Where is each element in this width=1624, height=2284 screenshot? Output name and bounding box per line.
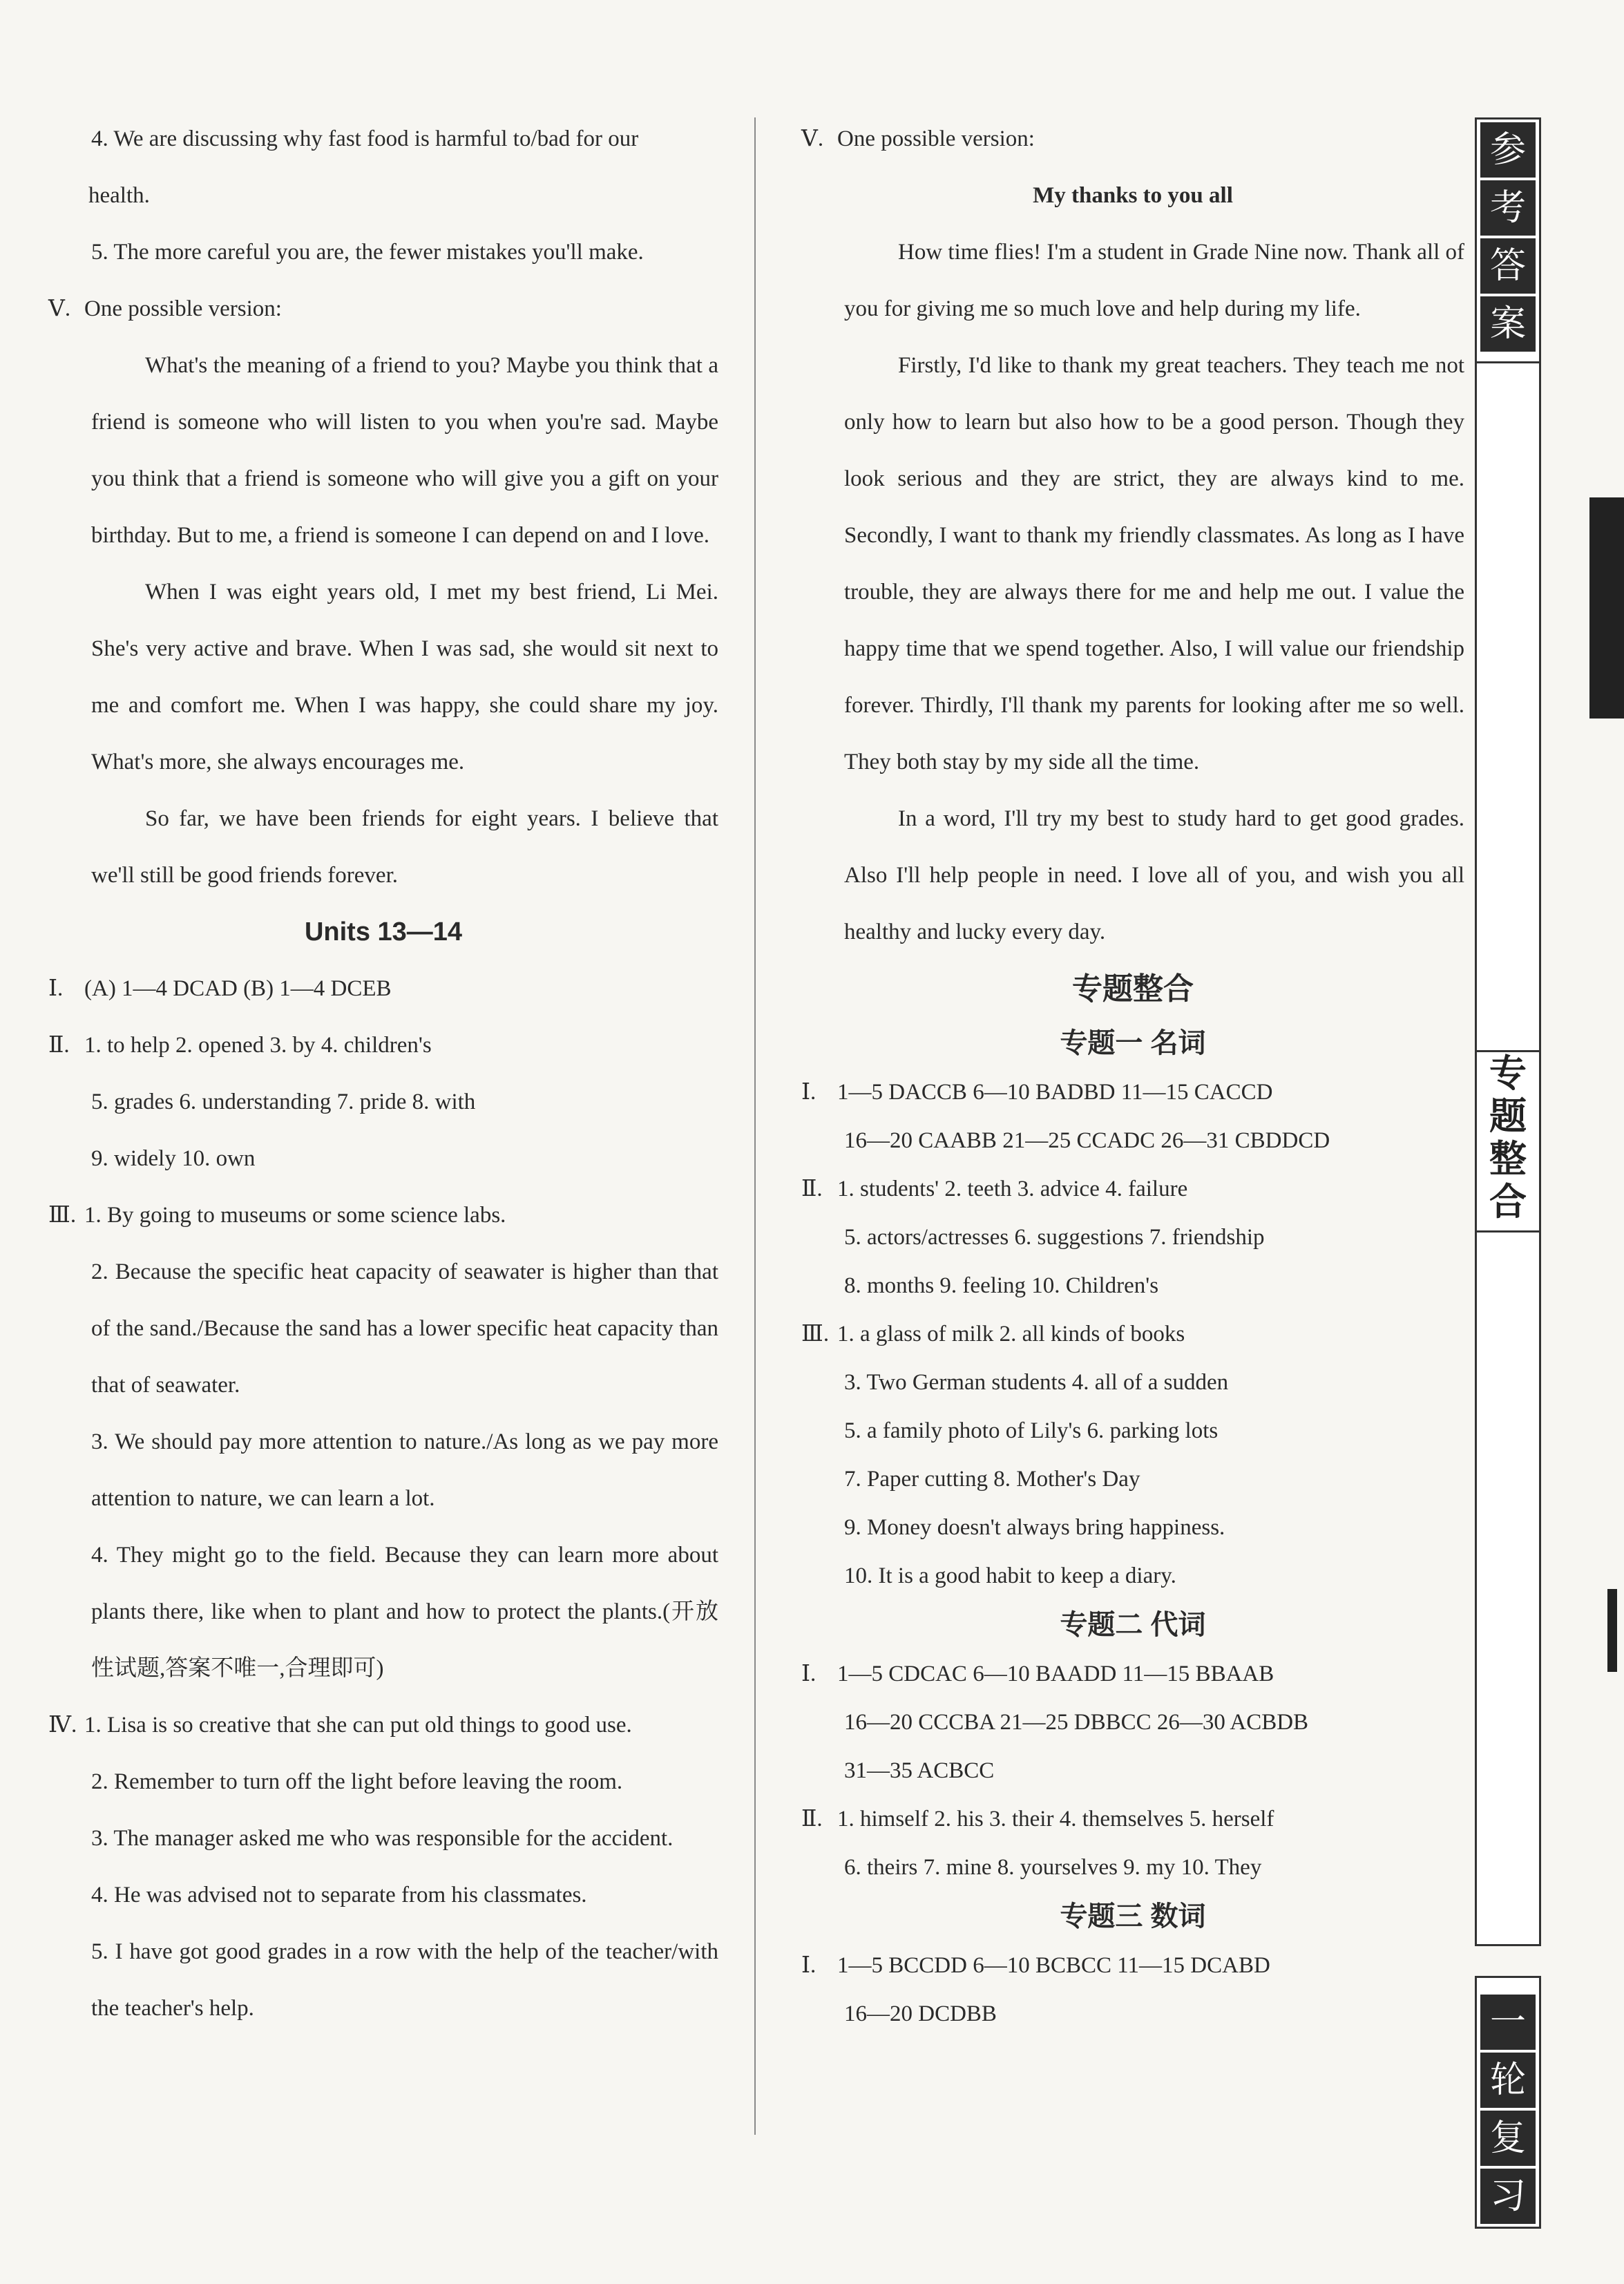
tab-char: 考 bbox=[1480, 180, 1536, 236]
answer-line: 8. months 9. feeling 10. Children's bbox=[844, 1273, 1159, 1298]
scan-edge-mark bbox=[1607, 1589, 1617, 1672]
topic-heading: 专题二 代词 bbox=[1060, 1610, 1206, 1640]
topic-heading: 专题三 数词 bbox=[1060, 1901, 1206, 1932]
side-tab-topics bbox=[1475, 1050, 1541, 1946]
answer-line: 3. The manager asked me who was responsible for the accident. bbox=[91, 1826, 674, 1851]
answer-line: 4. They might go to the field. Because they can learn more about plants there, like when to plant and how to protect the plants.(开放性试题,答案不唯一,合理即可) bbox=[91, 1543, 718, 1681]
section-iii: Ⅲ. 1. a glass of milk 2. all kinds of books bbox=[801, 1322, 1185, 1346]
essay-paragraph: Firstly, I'd like to thank my great teachers. They teach me not only how to learn but also how to be a good person. Though they look serious and they are strict, they are always kind to me. Secondly, I want to thank my friendly classmates. As long as I have trouble, they are always there for me and help me out. I value the happy time that we spend together. Also, I will value our friendship forever. Thirdly, I'll thank my parents for looking after me so well. They both stay by my side all the time. bbox=[844, 353, 1464, 774]
scan-edge-mark bbox=[1589, 497, 1624, 718]
section-i: Ⅰ. 1—5 CDCAC 6—10 BAADD 11—15 BBAAB bbox=[801, 1662, 1274, 1686]
tab-char: 整 bbox=[1489, 1137, 1527, 1181]
topic-heading: 专题一 名词 bbox=[1060, 1028, 1206, 1058]
tab-char: 习 bbox=[1480, 2169, 1536, 2224]
essay-paragraph: When I was eight years old, I met my best friend, Li Mei. She's very active and brave. When I was sad, she would sit next to me and comfort me. When I was happy, she could share my joy. What's more, she always encourages me. bbox=[91, 580, 718, 774]
column-divider bbox=[754, 117, 756, 2135]
answer-line: 5. grades 6. understanding 7. pride 8. with bbox=[91, 1089, 476, 1114]
topic-1-answers bbox=[801, 1068, 1464, 1600]
tab-char: 题 bbox=[1489, 1094, 1527, 1138]
answer-line: 7. Paper cutting 8. Mother's Day bbox=[844, 1467, 1140, 1492]
answer-line: 3. We should pay more attention to nature./As long as we pay more attention to nature, we can learn a lot. bbox=[91, 1429, 718, 1511]
answer-line: 6. theirs 7. mine 8. yourselves 9. my 10. They bbox=[844, 1855, 1262, 1880]
tab-char: 合 bbox=[1489, 1180, 1527, 1224]
tab-spacer bbox=[1477, 361, 1539, 1110]
tab-char: 专 bbox=[1489, 1051, 1527, 1095]
tab-char: 答 bbox=[1480, 238, 1536, 294]
answer-line: 4. He was advised not to separate from his classmates. bbox=[91, 1883, 587, 1907]
section-iv: Ⅳ. 1. Lisa is so creative that she can put old things to good use. bbox=[48, 1713, 632, 1738]
tab-char: 轮 bbox=[1480, 2053, 1536, 2108]
answer-line: 5. actors/actresses 6. suggestions 7. friendship bbox=[844, 1225, 1265, 1250]
chapter-heading: 专题整合 bbox=[1072, 972, 1194, 1006]
answer-line: 9. Money doesn't always bring happiness. bbox=[844, 1515, 1225, 1540]
answer-line: 4. We are discussing why fast food is harmful to/bad for our bbox=[91, 126, 639, 151]
answer-line: 3. Two German students 4. all of a sudden bbox=[844, 1370, 1229, 1395]
answer-line: 5. The more careful you are, the fewer mistakes you'll make. bbox=[91, 240, 644, 265]
section-i: Ⅰ. 1—5 DACCB 6—10 BADBD 11—15 CACCD bbox=[801, 1080, 1273, 1105]
essay-title: My thanks to you all bbox=[1033, 183, 1233, 208]
answer-line: 2. Because the specific heat capacity of seawater is higher than that of the sand./Because the sand has a lower specific heat capacity than that of seawater. bbox=[91, 1259, 718, 1398]
tab-char: 一 bbox=[1480, 1995, 1536, 2050]
tab-char: 复 bbox=[1480, 2111, 1536, 2166]
topic-2-answers bbox=[801, 1650, 1464, 1892]
essay-paragraph: So far, we have been friends for eight years. I believe that we'll still be good friends forever. bbox=[91, 806, 718, 888]
answer-line: 16—20 CCCBA 21—25 DBBCC 26—30 ACBDB bbox=[844, 1710, 1309, 1735]
answer-line: 10. It is a good habit to keep a diary. bbox=[844, 1563, 1176, 1588]
answer-line: 5. a family photo of Lily's 6. parking lots bbox=[844, 1418, 1219, 1443]
section-ii: Ⅱ. 1. himself 2. his 3. their 4. themselves 5. herself bbox=[801, 1807, 1274, 1831]
section-iii: Ⅲ. 1. By going to museums or some science labs. bbox=[48, 1203, 506, 1228]
answer-line: 16—20 CAABB 21—25 CCADC 26—31 CBDDCD bbox=[844, 1128, 1330, 1153]
answer-line: 9. widely 10. own bbox=[91, 1146, 256, 1171]
answer-line: 5. I have got good grades in a row with the help of the teacher/with the teacher's help. bbox=[91, 1939, 718, 2021]
essay-paragraph: How time flies! I'm a student in Grade Nine now. Thank all of you for giving me so much love and help during my life. bbox=[844, 240, 1464, 321]
answer-line: 16—20 DCDBB bbox=[844, 2001, 997, 2026]
section-ii: Ⅱ. 1. to help 2. opened 3. by 4. children's bbox=[48, 1033, 432, 1058]
answer-line: 2. Remember to turn off the light before leaving the room. bbox=[91, 1769, 623, 1794]
side-tab-answers bbox=[1475, 117, 1541, 1112]
tab-char: 案 bbox=[1480, 296, 1536, 352]
topic-3-answers bbox=[801, 1941, 1464, 2038]
tab-char: 参 bbox=[1480, 122, 1536, 178]
essay-paragraph: What's the meaning of a friend to you? Maybe you think that a friend is someone who will listen to you when you're sad. Maybe you think that a friend is someone who will give you a gift on your birthday. But to me, a friend is someone I can depend on and I love. bbox=[91, 353, 718, 548]
units-heading: Units 13—14 bbox=[304, 917, 463, 946]
tab-spacer bbox=[1477, 1230, 1539, 1944]
section-ii: Ⅱ. 1. students' 2. teeth 3. advice 4. failure bbox=[801, 1177, 1188, 1201]
section-v-heading: Ⅴ. One possible version: bbox=[48, 296, 282, 321]
section-i: Ⅰ. (A) 1—4 DCAD (B) 1—4 DCEB bbox=[48, 976, 392, 1001]
right-column bbox=[801, 111, 1464, 2038]
left-column bbox=[48, 111, 718, 2037]
side-tab-review bbox=[1475, 1976, 1541, 2229]
essay-paragraph: In a word, I'll try my best to study hard to get good grades. Also I'll help people in need. I love all of you, and wish you all healthy and lucky every day. bbox=[844, 806, 1464, 944]
answer-line: 31—35 ACBCC bbox=[844, 1758, 995, 1783]
section-v-heading: Ⅴ. One possible version: bbox=[801, 126, 1035, 151]
section-i: Ⅰ. 1—5 BCCDD 6—10 BCBCC 11—15 DCABD bbox=[801, 1953, 1270, 1978]
answer-line: health. bbox=[88, 183, 150, 208]
